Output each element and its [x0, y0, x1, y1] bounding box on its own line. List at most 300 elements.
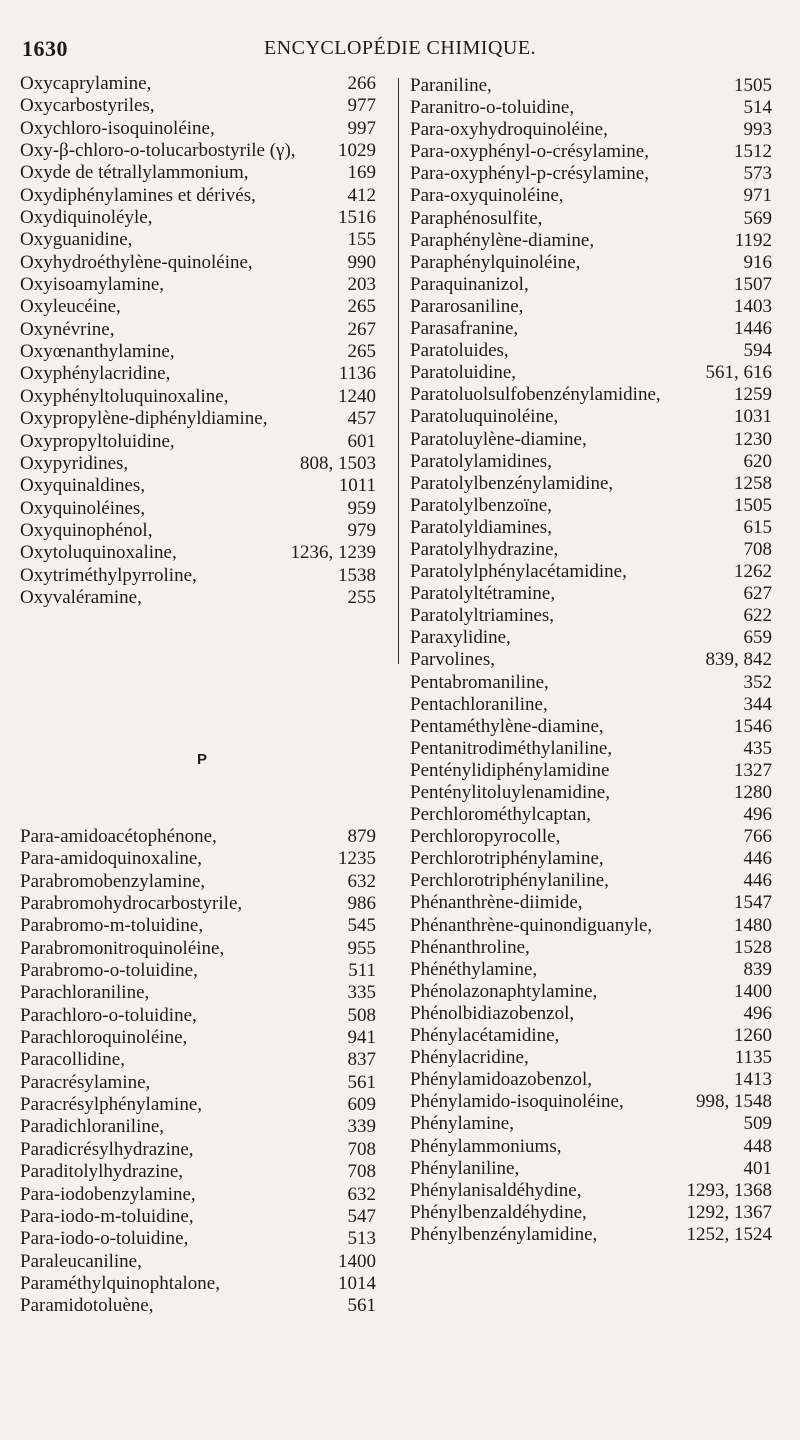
entry-term: Oxyde de tétrallylammonium,	[20, 162, 249, 184]
entry-term: Perchlorotriphénylaniline,	[410, 870, 609, 892]
index-entry	[20, 475, 376, 497]
entry-term: Oxy-β-chloro-o-tolucarbostyrile (γ),	[20, 140, 296, 162]
entry-term: Phénylamidoazobenzol,	[410, 1069, 593, 1091]
entry-term: Paraleucaniline,	[20, 1250, 142, 1272]
entry-page-ref: 339	[347, 1116, 376, 1138]
index-entry	[410, 384, 772, 406]
entry-page-ref: 808, 1503	[300, 452, 376, 474]
entry-page-ref: 1507	[734, 273, 772, 295]
entry-term: Oxycarbostyriles,	[20, 95, 155, 117]
entry-term: Paratolyldiamines,	[410, 516, 552, 538]
index-entry	[410, 517, 772, 539]
entry-page-ref: 1252, 1524	[686, 1223, 772, 1245]
entry-term: Parvolines,	[410, 649, 495, 671]
entry-page-ref: 708	[347, 1138, 376, 1160]
entry-page-ref: 1014	[338, 1272, 376, 1294]
index-entry	[410, 848, 772, 870]
entry-page-ref: 569	[743, 207, 772, 229]
entry-page-ref: 508	[347, 1004, 376, 1026]
entry-term: Paratolylphénylacétamidine,	[410, 561, 627, 583]
entry-page-ref: 509	[743, 1113, 772, 1135]
entry-page-ref: 916	[743, 251, 772, 273]
entry-term: Oxydiquinoléyle,	[20, 207, 153, 229]
index-entry	[20, 893, 376, 915]
entry-page-ref: 1400	[338, 1250, 376, 1272]
index-entry	[20, 960, 376, 982]
index-entry	[410, 539, 772, 561]
entry-page-ref: 979	[347, 519, 376, 541]
entry-term: Para-oxyphényl-o-crésylamine,	[410, 141, 649, 163]
index-entry	[410, 981, 772, 1003]
entry-page-ref: 1528	[734, 936, 772, 958]
entry-page-ref: 1292, 1367	[686, 1201, 772, 1223]
entry-term: Penténylidiphénylamidine	[410, 759, 610, 781]
entry-page-ref: 1327	[734, 759, 772, 781]
entry-page-ref: 977	[347, 95, 376, 117]
entry-term: Paraphénylquinoléine,	[410, 251, 581, 273]
entry-page-ref: 1230	[734, 428, 772, 450]
entry-page-ref: 1031	[734, 406, 772, 428]
index-entry	[20, 431, 376, 453]
index-entry	[410, 1202, 772, 1224]
entry-page-ref: 265	[347, 341, 376, 363]
index-entry	[20, 185, 376, 207]
index-entry	[410, 230, 772, 252]
entry-page-ref: 401	[743, 1157, 772, 1179]
index-entry	[410, 627, 772, 649]
index-entry	[410, 1136, 772, 1158]
entry-page-ref: 594	[743, 340, 772, 362]
index-entry	[410, 1047, 772, 1069]
entry-term: Oxyleucéine,	[20, 296, 121, 318]
entry-page-ref: 632	[347, 1183, 376, 1205]
entry-term: Paratolyltétramine,	[410, 583, 556, 605]
entry-page-ref: 352	[743, 671, 772, 693]
index-entry	[20, 498, 376, 520]
index-entry	[20, 252, 376, 274]
entry-page-ref: 1547	[734, 892, 772, 914]
entry-page-ref: 448	[743, 1135, 772, 1157]
entry-page-ref: 997	[347, 117, 376, 139]
entry-page-ref: 708	[347, 1161, 376, 1183]
entry-term: Paraniline,	[410, 75, 492, 96]
entry-page-ref: 1029	[338, 140, 376, 162]
entry-term: Phénylamido-isoquinoléine,	[410, 1091, 624, 1113]
entry-page-ref: 620	[743, 450, 772, 472]
entry-term: Penténylitoluylenamidine,	[410, 782, 610, 803]
index-entry	[410, 185, 772, 207]
index-entry	[410, 451, 772, 473]
index-entry	[410, 1069, 772, 1091]
entry-term: Perchloropyrocolle,	[410, 826, 561, 848]
entry-term: Para-iodo-o-toluidine,	[20, 1228, 189, 1250]
index-entry	[20, 1094, 376, 1116]
entry-term: Paratoluolsulfobenzénylamidine,	[410, 384, 661, 406]
index-entry	[20, 542, 376, 564]
entry-term: Para-iodo-m-toluidine,	[20, 1205, 194, 1227]
index-entry	[20, 95, 376, 117]
index-entry	[410, 429, 772, 451]
entry-page-ref: 265	[347, 296, 376, 318]
entry-term: Phénéthylamine,	[410, 958, 538, 980]
entry-term: Phénylacétamidine,	[410, 1025, 560, 1047]
index-entry	[20, 1139, 376, 1161]
entry-term: Phénylbenzaldéhydine,	[410, 1201, 587, 1223]
entry-term: Oxyphénylacridine,	[20, 363, 171, 385]
index-entry	[20, 453, 376, 475]
entry-page-ref: 1403	[734, 295, 772, 317]
index-entry	[410, 738, 772, 760]
index-entry	[20, 1049, 376, 1071]
entry-term: Oxyquinophénol,	[20, 519, 153, 541]
entry-term: Paratolylhydrazine,	[410, 538, 559, 560]
index-entry	[410, 804, 772, 826]
index-entry	[410, 97, 772, 119]
entry-term: Paratoluides,	[410, 340, 509, 362]
entry-term: Paramidotoluène,	[20, 1295, 154, 1317]
entry-page-ref: 766	[743, 826, 772, 848]
index-entry	[410, 362, 772, 384]
entry-page-ref: 609	[347, 1094, 376, 1116]
index-entry	[20, 1295, 376, 1317]
entry-page-ref: 955	[347, 937, 376, 959]
entry-term: Parabromonitroquinoléine,	[20, 937, 225, 959]
entry-term: Paranitro-o-toluidine,	[410, 97, 575, 119]
index-entry	[410, 583, 772, 605]
entry-page-ref: 511	[348, 960, 376, 982]
entry-page-ref: 879	[347, 826, 376, 847]
entry-page-ref: 1505	[734, 494, 772, 516]
entry-term: Paratoluquinoléine,	[410, 406, 559, 428]
entry-page-ref: 971	[743, 185, 772, 207]
entry-term: Paracollidine,	[20, 1049, 125, 1071]
index-entry	[410, 1091, 772, 1113]
entry-page-ref: 561	[347, 1071, 376, 1093]
entry-page-ref: 545	[347, 915, 376, 937]
entry-page-ref: 1446	[734, 318, 772, 340]
entry-page-ref: 446	[743, 848, 772, 870]
index-entry	[410, 826, 772, 848]
index-entry	[20, 1184, 376, 1206]
entry-page-ref: 959	[347, 497, 376, 519]
entry-term: Pentabromaniline,	[410, 671, 549, 693]
entry-term: Parachloraniline,	[20, 982, 150, 1004]
index-entry	[410, 649, 772, 671]
entry-term: Pentaméthylène-diamine,	[410, 715, 604, 737]
running-title: ENCYCLOPÉDIE CHIMIQUE.	[263, 37, 537, 59]
index-entry	[20, 1116, 376, 1138]
entry-page-ref: 998, 1548	[696, 1091, 772, 1113]
entry-page-ref: 513	[347, 1228, 376, 1250]
entry-term: Oxydiphénylamines et dérivés,	[20, 184, 256, 206]
index-entry	[20, 871, 376, 893]
entry-term: Para-amidoacétophénone,	[20, 826, 217, 847]
index-entry	[410, 274, 772, 296]
entry-term: Oxyphényltoluquinoxaline,	[20, 385, 229, 407]
entry-term: Phénylacridine,	[410, 1047, 529, 1069]
entry-term: Oxypyridines,	[20, 452, 129, 474]
index-entry	[410, 1224, 772, 1246]
entry-page-ref: 1413	[734, 1069, 772, 1091]
index-entry	[410, 473, 772, 495]
entry-page-ref: 457	[347, 408, 376, 430]
entry-page-ref: 986	[347, 893, 376, 915]
index-entry	[20, 274, 376, 296]
entry-page-ref: 496	[743, 804, 772, 826]
entry-page-ref: 1400	[734, 980, 772, 1002]
entry-term: Paraphénylène-diamine,	[410, 229, 595, 251]
index-entry	[20, 826, 376, 848]
index-entry	[20, 118, 376, 140]
entry-term: Paratoluidine,	[410, 362, 517, 384]
page-header	[22, 36, 778, 64]
entry-term: Paraméthylquinophtalone,	[20, 1272, 220, 1294]
entry-page-ref: 255	[347, 586, 376, 608]
entry-term: Parabromo-o-toluidine,	[20, 960, 198, 982]
entry-page-ref: 1240	[338, 385, 376, 407]
entry-page-ref: 993	[743, 119, 772, 141]
entry-page-ref: 412	[347, 184, 376, 206]
entry-term: Oxyquinoléines,	[20, 497, 146, 519]
index-entry	[410, 672, 772, 694]
entry-page-ref: 1505	[734, 75, 772, 96]
entry-term: Parabromo-m-toluidine,	[20, 915, 204, 937]
entry-page-ref: 335	[347, 982, 376, 1004]
entry-term: Parabromobenzylamine,	[20, 870, 206, 892]
index-entry	[410, 252, 772, 274]
entry-term: Pentanitrodiméthylaniline,	[410, 737, 613, 759]
index-entry	[20, 408, 376, 430]
entry-page-ref: 659	[743, 627, 772, 649]
entry-term: Phénanthrène-quinondiguanyle,	[410, 914, 653, 936]
entry-page-ref: 1259	[734, 384, 772, 406]
page-number: 1630	[22, 36, 68, 61]
entry-term: Oxyœnanthylamine,	[20, 341, 175, 363]
entry-term: Paratolylbenzénylamidine,	[410, 472, 614, 494]
entry-term: Phénylbenzénylamidine,	[410, 1223, 598, 1245]
index-entry	[410, 141, 772, 163]
entry-term: Para-oxyhydroquinoléine,	[410, 119, 608, 141]
entry-page-ref: 1512	[734, 141, 772, 163]
index-entry	[20, 207, 376, 229]
entry-page-ref: 615	[743, 516, 772, 538]
index-entry	[20, 1005, 376, 1027]
entry-page-ref: 1135	[734, 1047, 772, 1069]
entry-term: Phénylammoniums,	[410, 1135, 562, 1157]
entry-term: Oxyisoamylamine,	[20, 274, 165, 296]
index-entry	[20, 520, 376, 542]
entry-term: Phénanthrène-diimide,	[410, 892, 583, 914]
entry-page-ref: 435	[743, 737, 772, 759]
entry-page-ref: 203	[347, 274, 376, 296]
entry-page-ref: 169	[347, 162, 376, 184]
index-entry	[410, 937, 772, 959]
entry-page-ref: 839	[743, 958, 772, 980]
entry-page-ref: 1262	[734, 561, 772, 583]
index-entry	[410, 959, 772, 981]
entry-term: Pentachloraniline,	[410, 693, 548, 715]
entry-term: Paratolylbenzoïne,	[410, 494, 552, 516]
index-entry	[20, 341, 376, 363]
index-entry	[20, 848, 376, 870]
entry-term: Paraxylidine,	[410, 627, 511, 649]
index-entry	[410, 296, 772, 318]
entry-page-ref: 1192	[734, 229, 772, 251]
entry-term: Paraquinanizol,	[410, 273, 529, 295]
entry-page-ref: 1011	[338, 475, 376, 497]
entry-page-ref: 1293, 1368	[686, 1179, 772, 1201]
entry-term: Oxyguanidine,	[20, 229, 133, 251]
index-entry	[410, 760, 772, 782]
right-column-entries	[410, 75, 772, 1246]
index-entry	[20, 1161, 376, 1183]
entry-term: Phénylamine,	[410, 1113, 514, 1135]
entry-page-ref: 708	[743, 538, 772, 560]
entry-term: Paradicrésylhydrazine,	[20, 1138, 194, 1160]
entry-term: Para-amidoquinoxaline,	[20, 848, 203, 870]
index-entry	[20, 162, 376, 184]
entry-term: Oxycaprylamine,	[20, 73, 152, 94]
entry-term: Paraphénosulfite,	[410, 207, 543, 229]
index-entry	[20, 982, 376, 1004]
entry-page-ref: 622	[743, 605, 772, 627]
entry-term: Oxytriméthylpyrroline,	[20, 564, 197, 586]
index-entry	[20, 1027, 376, 1049]
entry-term: Phénanthroline,	[410, 936, 530, 958]
section-letter: P	[197, 751, 208, 768]
index-entry	[410, 163, 772, 185]
index-entry	[20, 1251, 376, 1273]
entry-term: Phénylanisaldéhydine,	[410, 1179, 582, 1201]
entry-page-ref: 1546	[734, 715, 772, 737]
index-entry	[410, 340, 772, 362]
index-entry	[410, 75, 772, 97]
entry-page-ref: 267	[347, 318, 376, 340]
entry-term: Paratolyltriamines,	[410, 605, 555, 627]
entry-page-ref: 344	[743, 693, 772, 715]
entry-page-ref: 1280	[734, 782, 772, 803]
index-entry	[410, 694, 772, 716]
index-entry	[410, 119, 772, 141]
index-entry	[410, 1180, 772, 1202]
entry-page-ref: 1236, 1239	[290, 542, 376, 564]
index-entry	[410, 892, 772, 914]
index-entry	[410, 716, 772, 738]
index-entry	[410, 495, 772, 517]
entry-term: Para-oxyquinoléine,	[410, 185, 564, 207]
entry-term: Paraditolylhydrazine,	[20, 1161, 184, 1183]
entry-term: Paratolylamidines,	[410, 450, 552, 472]
index-entry	[20, 1072, 376, 1094]
index-entry	[410, 782, 772, 804]
index-entry	[410, 406, 772, 428]
entry-term: Oxyhydroéthylène-quinoléine,	[20, 251, 253, 273]
entry-term: Oxypropylène-diphényldiamine,	[20, 408, 268, 430]
index-entry	[410, 915, 772, 937]
index-entry	[20, 73, 376, 95]
entry-page-ref: 632	[347, 870, 376, 892]
entry-term: Parachloro-o-toluidine,	[20, 1004, 197, 1026]
entry-page-ref: 837	[347, 1049, 376, 1071]
entry-term: Oxyquinaldines,	[20, 475, 146, 497]
entry-page-ref: 839, 842	[705, 649, 772, 671]
entry-page-ref: 1235	[338, 848, 376, 870]
entry-page-ref: 941	[347, 1027, 376, 1049]
entry-page-ref: 514	[743, 97, 772, 119]
index-entry	[410, 1158, 772, 1180]
entry-term: Oxytoluquinoxaline,	[20, 542, 177, 564]
entry-term: Phénolazonaphtylamine,	[410, 980, 598, 1002]
index-entry	[410, 208, 772, 230]
entry-page-ref: 1260	[734, 1025, 772, 1047]
index-entry	[410, 1003, 772, 1025]
index-entry	[20, 229, 376, 251]
left-column-p-entries	[20, 826, 376, 1318]
index-entry	[20, 1273, 376, 1295]
index-entry	[20, 296, 376, 318]
column-divider	[398, 78, 399, 664]
entry-page-ref: 1136	[338, 363, 376, 385]
index-entry	[20, 915, 376, 937]
entry-page-ref: 266	[347, 73, 376, 94]
entry-term: Perchlorométhylcaptan,	[410, 804, 591, 826]
entry-term: Parabromohydrocarbostyrile,	[20, 893, 243, 915]
entry-term: Oxynévrine,	[20, 318, 115, 340]
entry-term: Paradichloraniline,	[20, 1116, 165, 1138]
entry-term: Paracrésylphénylamine,	[20, 1094, 203, 1116]
index-entry	[410, 870, 772, 892]
index-entry	[410, 1113, 772, 1135]
entry-term: Phénylaniline,	[410, 1157, 520, 1179]
entry-page-ref: 601	[347, 430, 376, 452]
entry-page-ref: 990	[347, 251, 376, 273]
index-entry	[20, 140, 376, 162]
entry-term: Paracrésylamine,	[20, 1071, 151, 1093]
index-entry	[20, 565, 376, 587]
index-entry	[20, 1228, 376, 1250]
index-entry	[20, 386, 376, 408]
index-entry	[20, 587, 376, 609]
index-entry	[20, 1206, 376, 1228]
entry-page-ref: 1516	[338, 207, 376, 229]
entry-page-ref: 561	[347, 1295, 376, 1317]
entry-page-ref: 1258	[734, 472, 772, 494]
index-entry	[20, 319, 376, 341]
entry-page-ref: 547	[347, 1205, 376, 1227]
entry-term: Phénolbidiazobenzol,	[410, 1002, 575, 1024]
index-entry	[410, 605, 772, 627]
entry-page-ref: 496	[743, 1002, 772, 1024]
entry-term: Paratoluylène-diamine,	[410, 428, 587, 450]
entry-term: Para-oxyphényl-p-crésylamine,	[410, 163, 649, 185]
index-entry	[410, 1025, 772, 1047]
left-column-o-entries	[20, 73, 376, 609]
entry-term: Oxypropyltoluidine,	[20, 430, 175, 452]
index-entry	[20, 938, 376, 960]
entry-page-ref: 1480	[734, 914, 772, 936]
entry-term: Parasafranine,	[410, 318, 519, 340]
entry-term: Pararosaniline,	[410, 295, 524, 317]
entry-page-ref: 561, 616	[705, 362, 772, 384]
entry-page-ref: 627	[743, 583, 772, 605]
entry-page-ref: 573	[743, 163, 772, 185]
entry-term: Oxyvaléramine,	[20, 586, 142, 608]
index-entry	[410, 561, 772, 583]
entry-term: Oxychloro-isoquinoléine,	[20, 117, 215, 139]
entry-page-ref: 446	[743, 870, 772, 892]
entry-term: Perchlorotriphénylamine,	[410, 848, 604, 870]
entry-page-ref: 1538	[338, 564, 376, 586]
